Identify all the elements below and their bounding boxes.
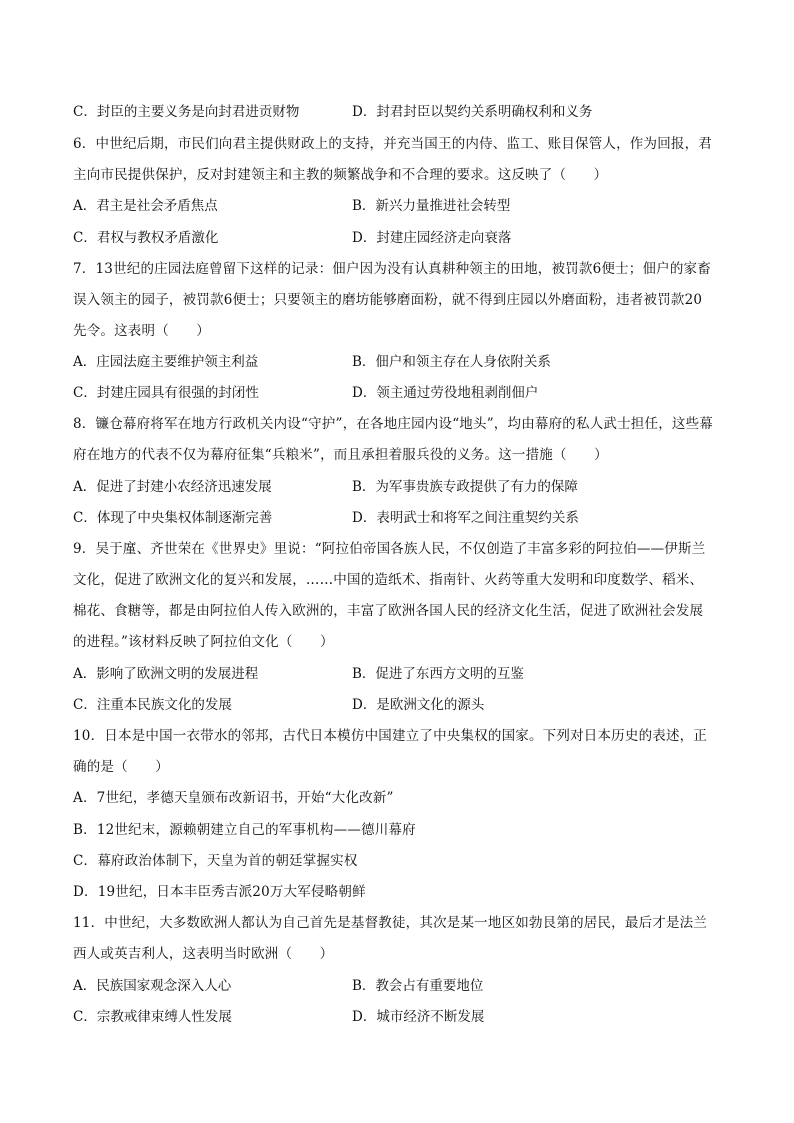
q11-option-b: B．教会占有重要地位 [352, 978, 484, 994]
q11-stem-line-1: 11．中世纪，大多数欧洲人都认为自己首先是基督教徒，其次是某一地区如勃艮第的居民，最后才是法兰 [73, 915, 708, 931]
q6-option-a: A．君主是社会矛盾焦点 [73, 198, 218, 214]
q8-stem-line-2: 府在地方的代表不仅为幕府征集“兵粮米”，而且承担着服兵役的义务。这一措施（ ） [73, 447, 608, 463]
q9-stem-line-4: 的进程。”该材料反映了阿拉伯文化（ ） [73, 634, 334, 650]
q11-option-d: D．城市经济不断发展 [352, 1009, 485, 1025]
q8-option-c: C．体现了中央集权体制逐渐完善 [73, 510, 273, 526]
q5-option-c: C．封臣的主要义务是向封君进贡财物 [73, 104, 300, 120]
q10-option-a: A．7世纪，孝德天皇颁布改新诏书，开始“大化改新” [73, 790, 394, 806]
q5-option-d: D．封君封臣以契约关系明确权利和义务 [352, 104, 593, 120]
q9-option-c: C．注重本民族文化的发展 [73, 697, 232, 713]
q11-stem-line-2: 西人或英吉利人，这表明当时欧洲（ ） [73, 946, 334, 962]
q6-stem-line-1: 6．中世纪后期，市民们向君主提供财政上的支持，并充当国王的内侍、监工、账目保管人，作为回报，君 [73, 136, 712, 152]
q8-option-a: A．促进了封建小农经济迅速发展 [73, 479, 272, 495]
q7-stem-line-1: 7．13世纪的庄园法庭曾留下这样的记录：佃户因为没有认真耕种领主的田地，被罚款6便士；佃户的家畜 [73, 261, 711, 277]
q6-option-d: D．封建庄园经济走向衰落 [352, 230, 512, 246]
q10-option-c: C．幕府政治体制下，天皇为首的朝廷掌握实权 [73, 853, 358, 869]
q6-stem-line-2: 主向市民提供保护，反对封建领主和主教的频繁战争和不合理的要求。这反映了（ ） [73, 167, 608, 183]
q8-option-d: D．表明武士和将军之间注重契约关系 [352, 510, 579, 526]
q8-option-b: B．为军事贵族专政提供了有力的保障 [352, 479, 578, 495]
q7-option-a: A．庄园法庭主要维护领主利益 [73, 354, 259, 370]
q10-stem-line-1: 10．日本是中国一衣带水的邻邦，古代日本模仿中国建立了中央集权的国家。下列对日本历史的表述，正 [73, 728, 708, 744]
q11-option-a: A．民族国家观念深入人心 [73, 978, 232, 994]
q7-option-b: B．佃户和领主存在人身依附关系 [352, 354, 551, 370]
q10-stem-line-2: 确的是（ ） [73, 759, 169, 775]
q11-option-c: C．宗教戒律束缚人性发展 [73, 1009, 232, 1025]
q8-stem-line-1: 8．镰仓幕府将军在地方行政机关内设“守护”，在各地庄园内设“地头”，均由幕府的私人武士担任，这些幕 [73, 416, 713, 432]
q9-stem-line-1: 9．吴于廑、齐世荣在《世界史》里说：“阿拉伯帝国各族人民，不仅创造了丰富多彩的阿拉伯——伊斯兰 [73, 541, 706, 557]
q9-option-a: A．影响了欧洲文明的发展进程 [73, 666, 259, 682]
q6-option-b: B．新兴力量推进社会转型 [352, 198, 511, 214]
q9-option-b: B．促进了东西方文明的互鉴 [352, 666, 524, 682]
q9-option-d: D．是欧洲文化的源头 [352, 697, 485, 713]
q6-option-c: C．君权与教权矛盾激化 [73, 230, 219, 246]
q7-option-d: D．领主通过劳役地租剥削佃户 [352, 385, 539, 401]
q9-stem-line-3: 棉花、食糖等，都是由阿拉伯人传入欧洲的，丰富了欧洲各国人民的经济文化生活，促进了欧洲社会发展 [73, 603, 704, 619]
q10-option-d: D．19世纪，日本丰臣秀吉派20万大军侵略朝鲜 [73, 884, 366, 900]
q9-stem-line-2: 文化，促进了欧洲文化的复兴和发展，……中国的造纸术、指南针、火药等重大发明和印度数学、稻米、 [73, 572, 704, 588]
q7-stem-line-3: 先令。这表明（ ） [73, 323, 210, 339]
q10-option-b: B．12世纪末，源赖朝建立自己的军事机构——德川幕府 [73, 822, 416, 838]
q7-option-c: C．封建庄园具有很强的封闭性 [73, 385, 259, 401]
q7-stem-line-2: 误入领主的园子，被罚款6便士；只要领主的磨坊能够磨面粉，就不得到庄园以外磨面粉，违者被罚款20 [73, 292, 703, 308]
